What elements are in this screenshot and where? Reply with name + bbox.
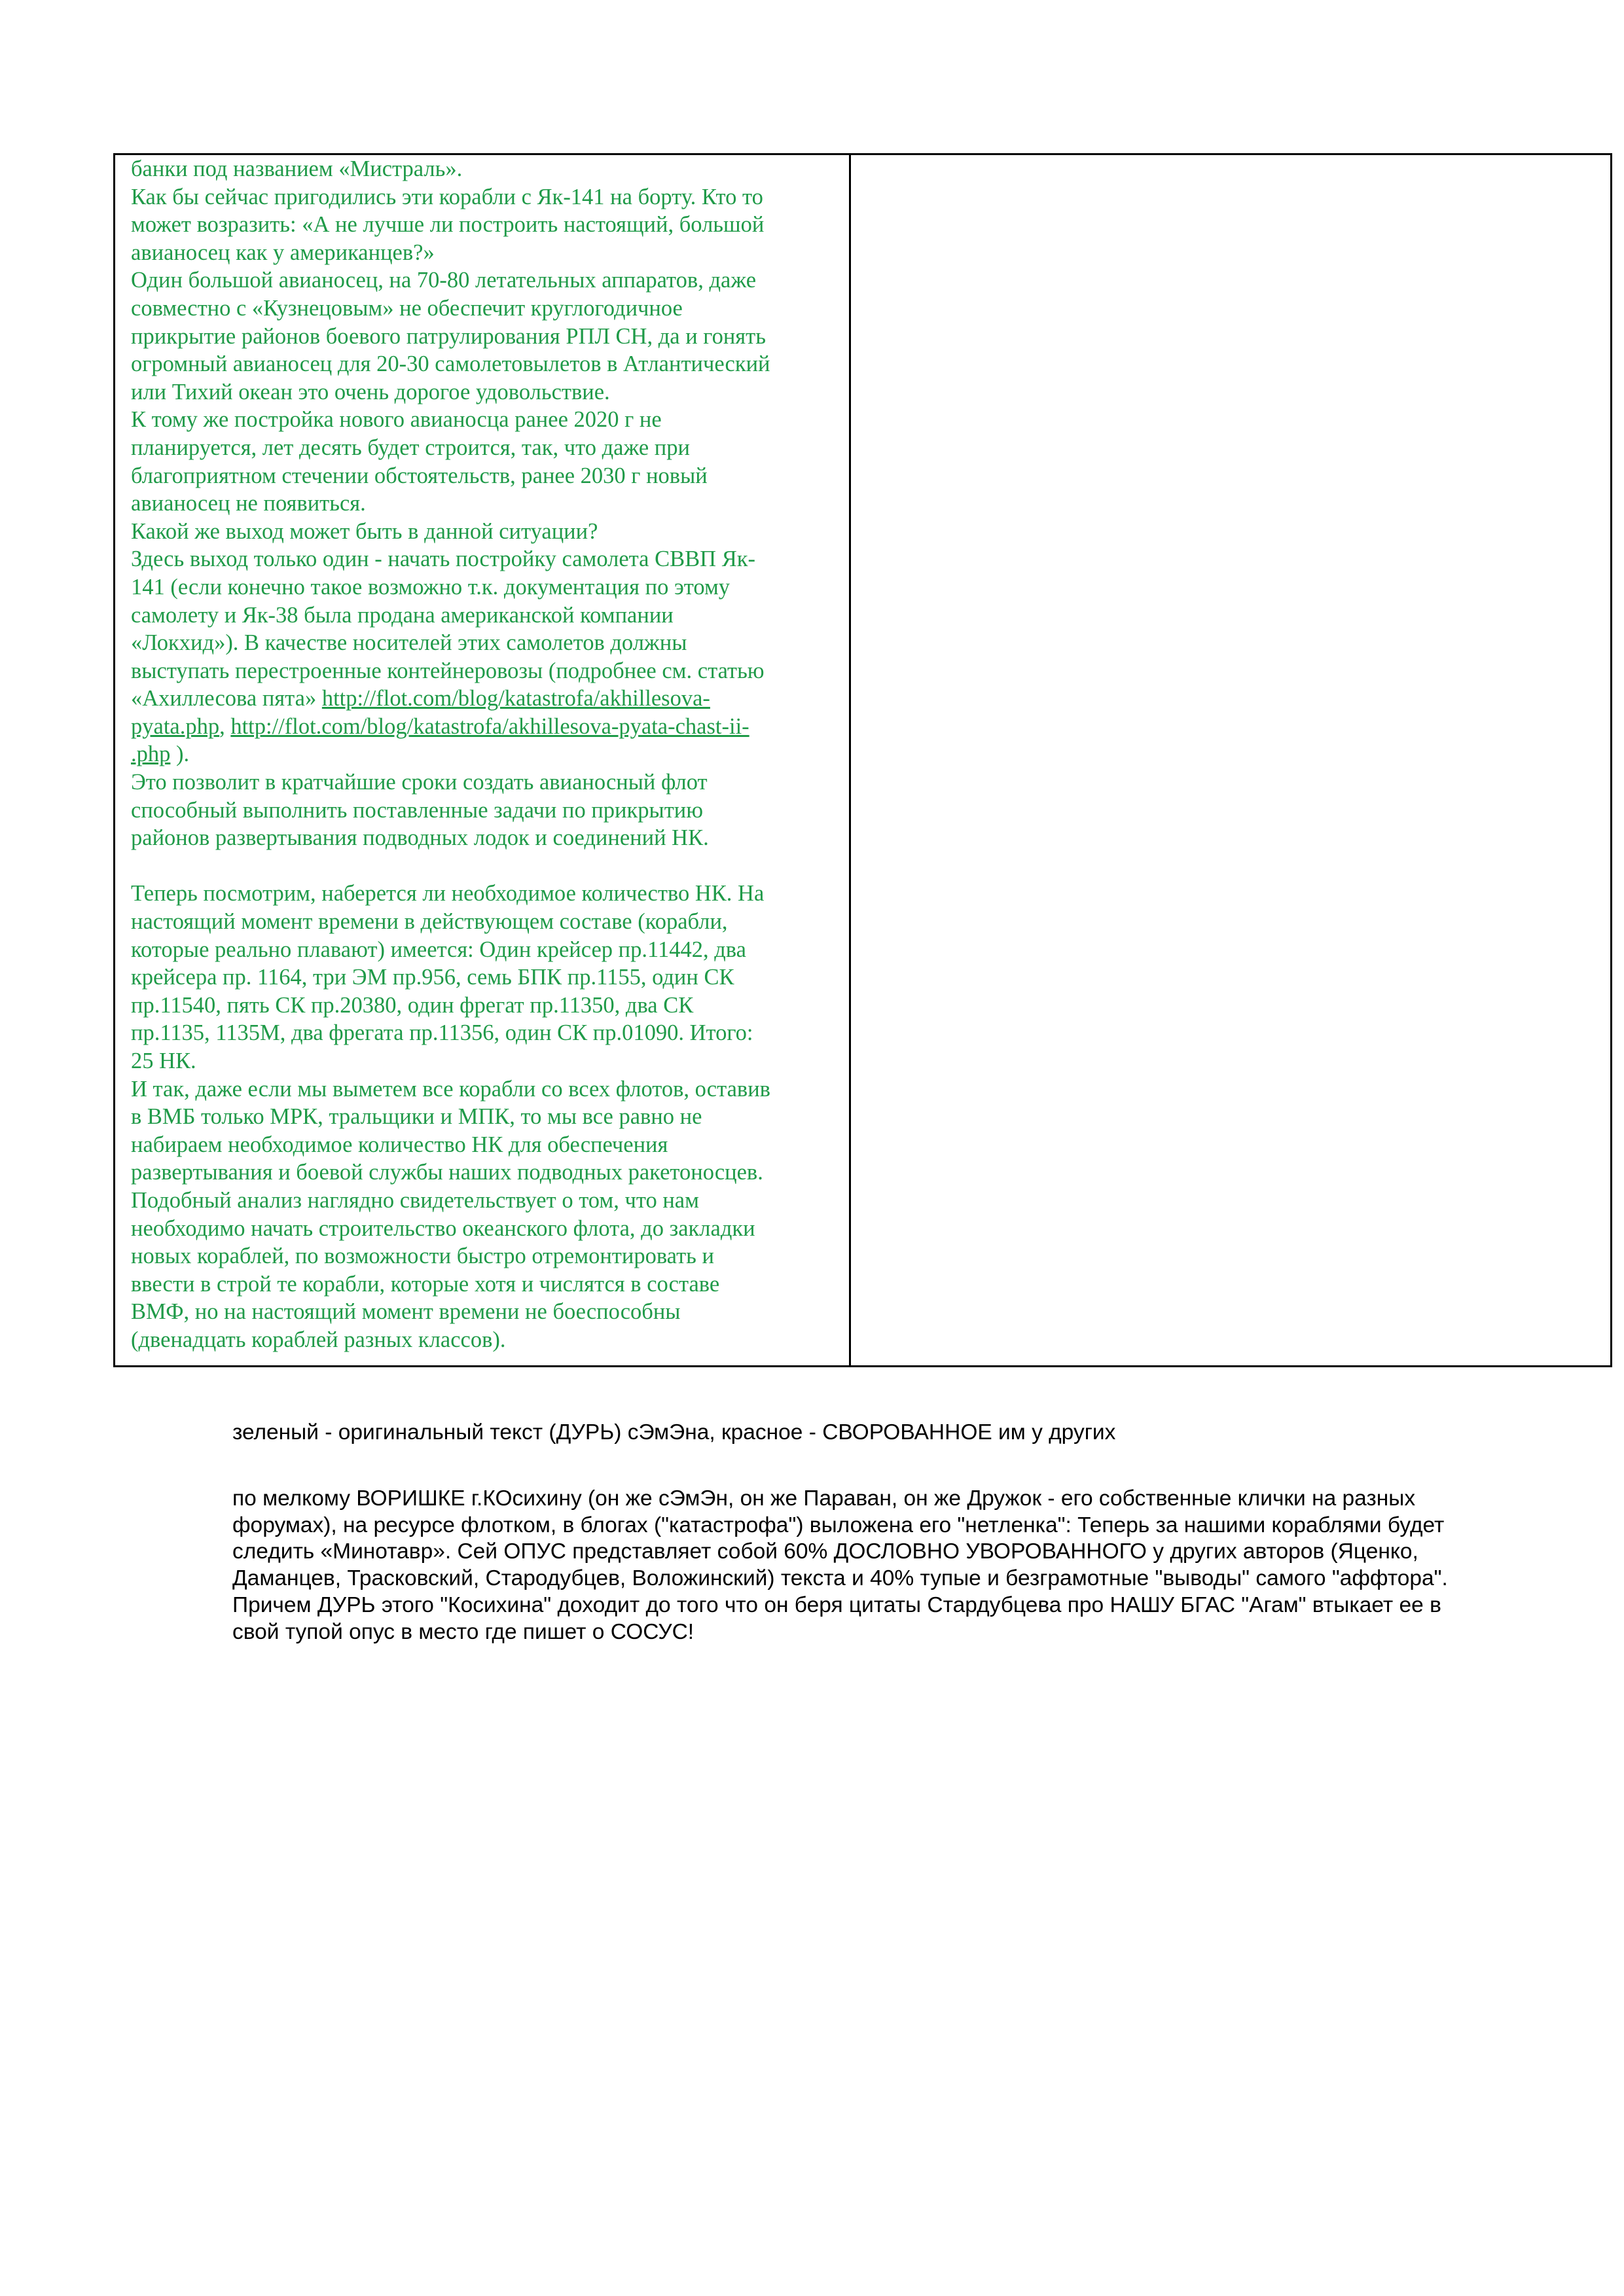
- article-paragraphs-part-2: ). Это позволит в кратчайшие сроки создать авианосный флот способный выполнить поставленные задачи по прикрытию районов развертывания подводных лодок и соединений НК. Теперь посмотрим, наберется ли необходимое количество НК. На настоящий момент времени в действующем составе (корабли, которые реально плавают) имеется: Один крейсер пр.11442, два крейсера пр. 1164, три ЭМ пр.956, семь БПК пр.1155, один СК пр.11540, пять СК пр.20380, один фрегат пр.11350, два СК пр.1135, 1135М, два фрегата пр.11356, один СК пр.01090. Итого: 25 НК. И так, даже если мы выметем все корабли со всех флотов, оставив в ВМБ только МРК, тральщики и МПК, то мы все равно не набираем необходимое количество НК для обеспечения развертывания и боевой службы наших подводных ракетоносцев. Подобный анализ наглядно свидетельствует о том, что нам необходимо начать строительство океанского флота, до закладки новых кораблей, по возможности быстро отремонтировать и ввести в строй те корабли, которые хотя и числятся в составе ВМФ, но на настоящий момент времени не боеспособны (двенадцать кораблей разных классов).: [131, 742, 770, 1352]
- two-column-table: [113, 153, 1612, 1367]
- link-akhillesova-pyata-chast-ii[interactable]: http://flot.com/blog/katastrofa/akhillesova-pyata-chast-ii- .php: [131, 713, 749, 767]
- article-text: [131, 155, 833, 1354]
- table-cell-right-empty: [851, 155, 1610, 1365]
- article-paragraphs-part-1: банки под названием «Мистраль». Как бы сейчас пригодились эти корабли с Як-141 на борту. Кто то может возразить: «А не лучше ли построить настоящий, большой авианосец как у американцев?» Один большой авианосец, на 70-80 летательных аппаратов, даже совместно с «Кузнецовым» не обеспечит круглогодичное прикрытие районов боевого патрулирования РПЛ СН, да и гонять огромный авианосец для 20-30 самолетовылетов в Атлантический или Тихий океан это очень дорогое удовольствие. К тому же постройка нового авианосца ранее 2020 г не планируется, лет десять будет строится, так, что даже при благоприятном стечении обстоятельств, ранее 2030 г новый авианосец не появиться. Какой же выход может быть в данной ситуации? Здесь выход только один - начать постройку самолета СВВП Як- 141 (если конечно такое возможно т.к. документация по этому самолету и Як-38 была продана американской компании «Локхид»). В качестве носителей этих самолетов должны выступать перестроенные контейнеровозы (подробнее см. статью «Ахиллесова пята»: [131, 156, 770, 711]
- commentary-paragraph: по мелкому ВОРИШКЕ г.КОсихину (он же сЭмЭн, он же Параван, он же Дружок - его собственные клички на разных форумах), на ресурсе флотком, в блогах ("катастрофа") выложена его "нетленка": Теперь за нашими кораблями будет следить «Минотавр». Сей ОПУС представляет собой 60% ДОСЛОВНО УВОРОВАННОГО у других авторов (Яценко, Даманцев, Трасковский, Стародубцев, Воложинский) текста и 40% тупые и безграмотные "выводы" самого "аффтора". Причем ДУРЬ этого "Косихина" доходит до того что он беря цитаты Стардубцева про НАШУ БГАС "Агам" втыкает ее в свой тупой опус в место где пишет о СОСУС!: [232, 1486, 1448, 1644]
- link-akhillesova-pyata[interactable]: http://flot.com/blog/katastrofa/akhillesova- pyata.php: [131, 686, 710, 739]
- link-separator: ,: [219, 713, 231, 739]
- table-cell-left: [115, 155, 851, 1365]
- color-legend-note: зеленый - оригинальный текст (ДУРЬ) сЭмЭна, красное - СВОРОВАННОЕ им у других: [232, 1420, 1116, 1444]
